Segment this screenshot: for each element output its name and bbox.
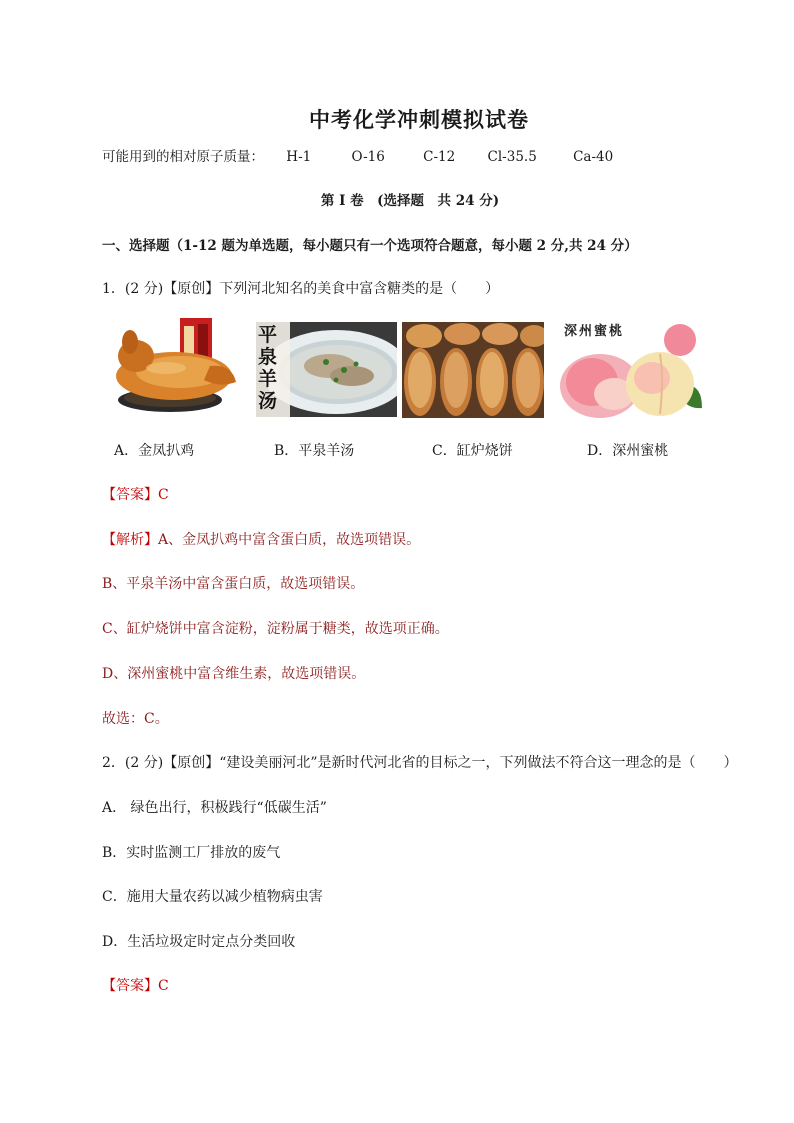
option-b-image-text: 平泉羊汤	[258, 324, 278, 412]
answer-tag: 【答案】	[102, 978, 158, 994]
atomic-masses-label: 可能用到的相对原子质量：	[102, 149, 264, 165]
question-1-stem: 1．(2 分)【原创】下列河北知名的美食中富含糖类的是（ ）	[102, 281, 500, 297]
question-2-answer	[102, 975, 169, 995]
analysis-text: A、金凤扒鸡中富含蛋白质，故选项错误。	[158, 532, 421, 548]
mass-item: C-12	[423, 149, 456, 165]
mass-item: O-16	[351, 149, 385, 165]
analysis-line: C、缸炉烧饼中富含淀粉，淀粉属于糖类，故选项正确。	[102, 621, 449, 637]
analysis-conclusion: 故选：C。	[102, 711, 169, 727]
analysis-tag: 【解析】	[102, 532, 158, 548]
page-title: 中考化学冲刺模拟试卷	[309, 107, 529, 132]
option-b-image	[256, 322, 397, 417]
question-2-option-d: D．生活垃圾定时定点分类回收	[102, 934, 296, 950]
section-heading: 第 I 卷 (选择题 共 24 分)	[320, 193, 500, 209]
option-d-label: D．深州蜜桃	[587, 443, 669, 459]
analysis-line: B、平泉羊汤中富含蛋白质，故选项错误。	[102, 576, 365, 592]
question-2-option-a: A． 绿色出行，积极践行“低碳生活”	[102, 800, 327, 816]
analysis-line: D、深州蜜桃中富含维生素，故选项错误。	[102, 666, 366, 682]
option-a-image	[100, 316, 240, 416]
mass-item: Cl-35.5	[487, 149, 537, 165]
part-heading: 一、选择题（1-12 题为单选题，每小题只有一个选项符合题意，每小题 2 分,共 24 分）	[102, 238, 638, 254]
analysis-line	[102, 529, 420, 549]
atomic-masses	[102, 145, 613, 165]
answer-value: C	[158, 978, 169, 994]
option-c-image	[402, 322, 544, 418]
question-2-option-c: C．施用大量农药以减少植物病虫害	[102, 889, 323, 905]
mass-item: Ca-40	[573, 149, 614, 165]
option-d-image	[556, 318, 704, 420]
option-b-label: B．平泉羊汤	[274, 443, 355, 459]
answer-value: C	[158, 487, 169, 503]
question-2-option-b: B．实时监测工厂排放的废气	[102, 845, 281, 861]
mass-item: H-1	[286, 149, 312, 165]
option-a-label: A．金凤扒鸡	[114, 443, 195, 459]
answer-tag: 【答案】	[102, 487, 158, 503]
question-2-stem: 2．(2 分)【原创】“建设美丽河北”是新时代河北省的目标之一，下列做法不符合这一理念的是（ ）	[102, 755, 738, 771]
option-c-label: C．缸炉烧饼	[432, 443, 513, 459]
option-d-image-text: 深州蜜桃	[564, 324, 625, 339]
question-1-answer	[102, 484, 169, 504]
